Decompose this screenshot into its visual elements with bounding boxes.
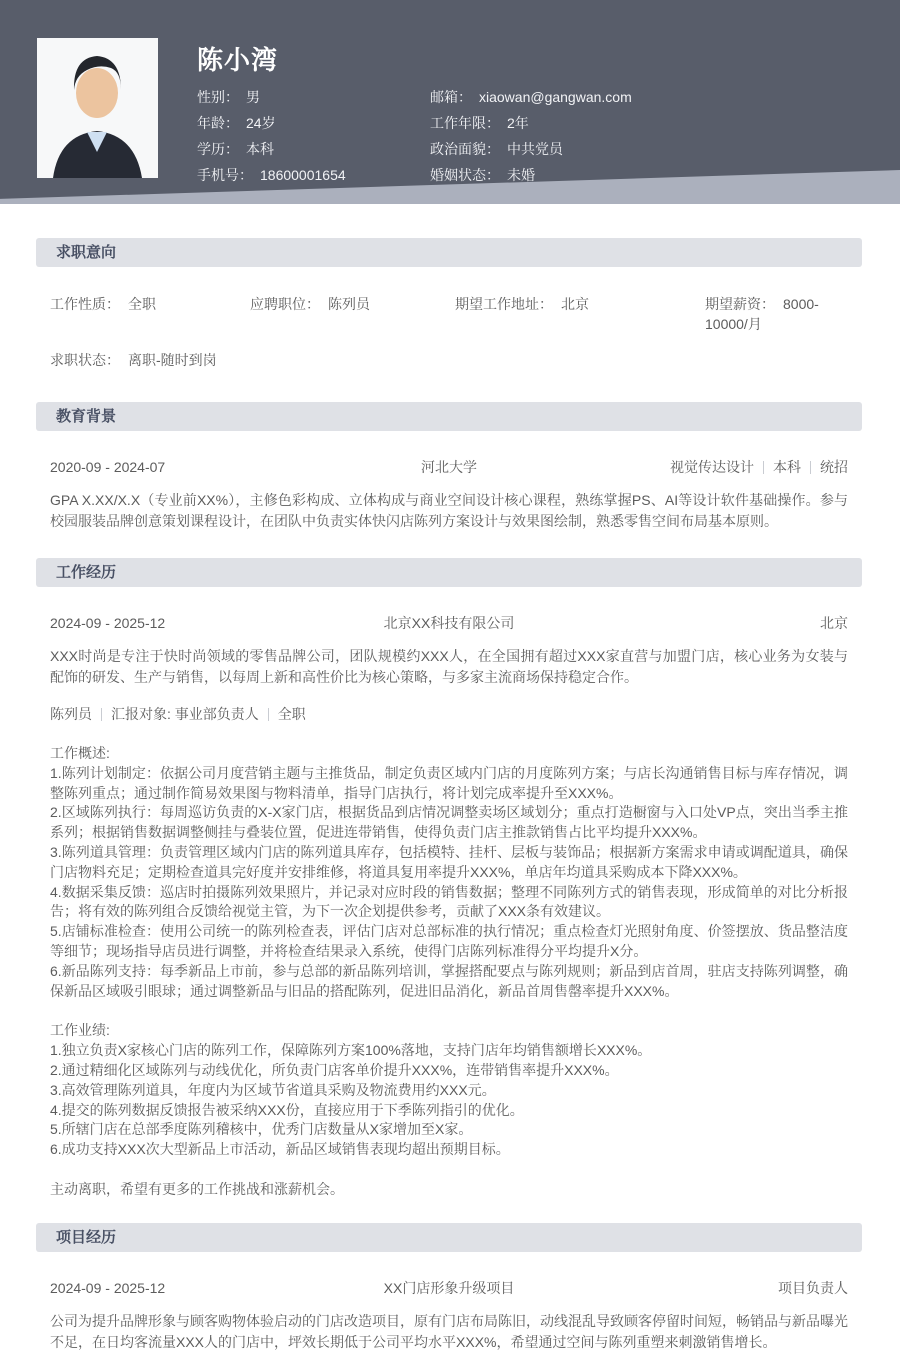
overview-item: 4.数据采集反馈：巡店时拍摄陈列效果照片，并记录对应时段的销售数据；整理不同陈列方式的销售表现，形成简单的对比分析报告；将有效的陈列组合反馈给视觉主管，为下一次企划提供参考，贡献了XXX条有效建议。 [50,883,848,920]
work-meta-row [50,613,848,633]
education-enroll-type: 统招 [820,459,848,475]
project-name: XX门店形象升级项目 [383,1279,515,1296]
work-achievements-title: 工作业绩: [50,1022,110,1039]
field-email: 邮箱： xiaowan@gangwan.com [430,89,632,105]
education-period: 2020-09 - 2024-07 [50,459,166,475]
field-education: 学历： 本科 [197,141,274,157]
resume-header [0,0,900,204]
work-company: 北京XX科技有限公司 [383,615,515,631]
company-description: XXX时尚是专注于快时尚领域的零售品牌公司，团队规模约XXX人，在全国拥有超过XXX家直营与加盟门店，核心业务为女装与配饰的研发、生产与销售，以每周上新和高性价比为核心策略，与多家主流商场保持稳定合作。 [50,648,848,685]
education-description: GPA X.XX/X.X（专业前XX%），主修色彩构成、立体构成与商业空间设计核心课程，熟练掌握PS、AI等设计软件基础操作。参与校园服装品牌创意策划课程设计，在团队中负责实体快闪店陈列方案设计与效果图绘制，熟悉零售空间布局基本原则。 [50,492,848,529]
project-experience-body [36,1278,862,1353]
achievement-item: 2.通过精细化区域陈列与动线优化，所负责门店客单价提升XXX%，连带销售率提升XXX%。 [50,1061,619,1078]
overview-item: 5.店铺标准检查：使用公司统一的陈列检查表，评估门店对总部标准的执行情况；重点检查灯光照射角度、价签摆放、货品整洁度等细节；现场指导店员进行调整，并将检查结果录入系统，使得门店陈列标准得分平均提升X分。 [50,923,848,959]
education-major: 视觉传达设计 [670,459,754,475]
header-fields [197,84,632,188]
job-nature: 工作性质： 全职 [50,296,156,312]
field-political-status: 政治面貌： 中共党员 [430,141,563,157]
job-type: 全职 [277,706,306,722]
field-work-years: 工作年限： 2年 [430,115,529,131]
education-body [36,457,862,532]
achievement-item: 6.成功支持XXX次大型新品上市活动，新品区域销售表现均超出预期目标。 [50,1141,510,1158]
overview-item: 1.陈列计划制定：依据公司月度营销主题与主推货品，制定负责区域内门店的月度陈列方案；与店长沟通销售目标与库存情况，调整陈列重点；通过制作简易效果图与物料清单，指导门店执行，将计划完成率提升至XXX%。 [50,764,848,801]
field-age: 年龄： 24岁 [197,115,276,131]
project-meta-row [50,1278,848,1298]
field-phone: 手机号： 18600001654 [197,167,346,183]
achievement-item: 1.独立负责X家核心门店的陈列工作，保障陈列方案100%落地，支持门店年均销售额增长XXX%。 [50,1042,652,1059]
field-marital-status: 婚姻状态： 未婚 [430,167,535,183]
resume-body [36,238,862,1353]
work-overview-block [50,744,848,1001]
separator [268,708,269,721]
job-intention-row1 [50,294,848,334]
project-role: 项目负责人 [778,1279,848,1296]
job-intention-body [36,294,862,370]
expected-salary: 期望薪资： 8000-10000/月 [705,296,819,332]
work-overview-title: 工作概述: [50,745,110,761]
achievement-item: 3.高效管理陈列道具，年度内为区域节省道具采购及物流费用约XXX元。 [50,1081,496,1098]
candidate-name: 陈小湾 [197,45,279,75]
education-school: 河北大学 [421,459,477,475]
leave-reason: 主动离职，希望有更多的工作挑战和涨薪机会。 [50,1180,344,1197]
job-seeking-status: 求职状态： 离职-随时到岗 [50,352,217,368]
education-meta-row [50,457,848,477]
work-period: 2024-09 - 2025-12 [50,615,166,631]
achievement-item: 5.所辖门店在总部季度陈列稽核中，优秀门店数量从X家增加至X家。 [50,1121,473,1138]
applied-position: 应聘职位： 陈列员 [250,296,370,312]
work-location: 北京 [820,615,848,631]
separator [810,461,811,474]
project-period: 2024-09 - 2025-12 [50,1279,166,1296]
education-major-degree [670,457,848,477]
section-title-project-experience: 项目经历 [36,1223,862,1252]
education-degree: 本科 [773,459,801,475]
overview-item: 2.区域陈列执行：每周巡访负责的X-X家门店，根据货品到店情况调整卖场区域划分；重点打造橱窗与入口处VP点，突出当季主推系列；根据销售数据调整侧挂与叠装位置，促进连带销售，使得负责门店主推款销售占比平均提升XXX%。 [50,804,848,841]
section-title-job-intention: 求职意向 [36,238,862,267]
report-to: 汇报对象: 事业部负责人 [111,706,259,722]
person-silhouette-icon [37,38,158,178]
achievement-item: 4.提交的陈列数据反馈报告被采纳XXX份，直接应用于下季陈列指引的优化。 [50,1101,524,1118]
profile-photo [37,38,158,178]
project-description: 公司为提升品牌形象与顾客购物体验启动的门店改造项目，原有门店布局陈旧，动线混乱导致顾客停留时间短，畅销品与新品曝光不足，在日均客流量XXX人的门店中，坪效长期低于公司平均水平XXX%，希望通过空间与陈列重塑来刺激销售增长。 [50,1312,848,1350]
position-title: 陈列员 [50,706,92,722]
overview-item: 6.新品陈列支持：每季新品上市前，参与总部的新品陈列培训，掌握搭配要点与陈列规则；新品到店首周，驻店支持陈列调整，确保新品区域吸引眼球；通过调整新品与旧品的搭配陈列，促进旧品消化，新品首周售罄率提升XXX%。 [50,962,848,999]
overview-item: 3.陈列道具管理：负责管理区域内门店的陈列道具库存，包括模特、挂杆、层板与装饰品；根据新方案需求申请或调配道具，确保门店物料充足；定期检查道具完好度并安排维修，将道具复用率提升XXX%，单店年均道具采购成本下降XXX%。 [50,843,848,880]
position-row [50,704,848,724]
work-experience-body [36,613,862,1199]
field-gender: 性别： 男 [197,89,260,105]
work-achievements-block [50,1021,848,1160]
section-title-work-experience: 工作经历 [36,558,862,587]
separator [763,461,764,474]
section-title-education: 教育背景 [36,402,862,431]
expected-location: 期望工作地址： 北京 [455,296,589,312]
separator [101,708,102,721]
